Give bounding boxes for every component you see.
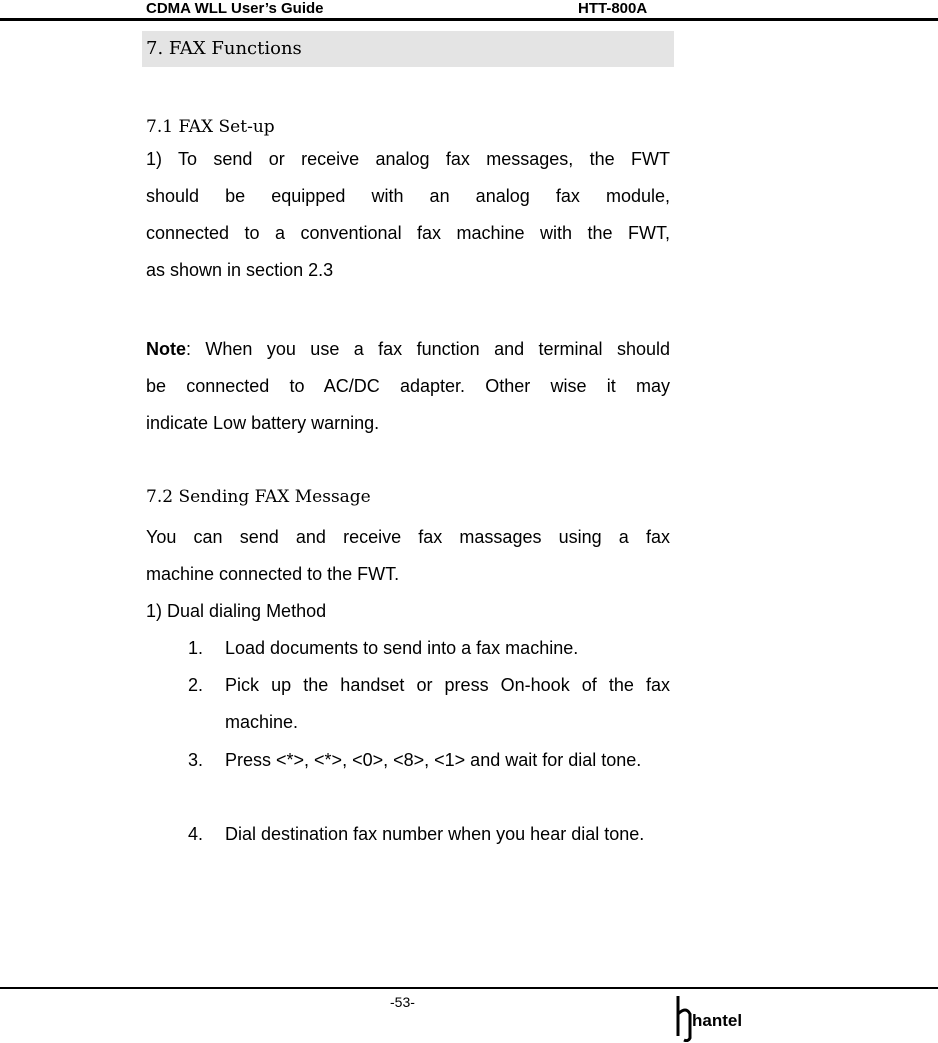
section-title-fax-setup: 7.1 FAX Set-up [146, 117, 275, 137]
paragraph-line: connected to a conventional fax machine with the FWT, [146, 223, 670, 243]
note-line: be connected to AC/DC adapter. Other wise it may [146, 376, 670, 396]
model-name: HTT-800A [578, 0, 648, 17]
header-divider [0, 18, 938, 21]
page-number: -53- [390, 994, 415, 1010]
note-line: indicate Low battery warning. [146, 413, 380, 433]
list-item-text: Pick up the handset or press On-hook of the fax machine. [225, 675, 670, 732]
method-title: 1) Dual dialing Method [146, 601, 327, 621]
list-item-text: Press <*>, <*>, <0>, <8>, <1> and wait for dial tone. [225, 750, 642, 770]
chapter-heading-bar [142, 31, 674, 67]
list-item-number: 4. [188, 824, 204, 844]
note-paragraph [146, 331, 670, 442]
paragraph-line: 1) To send or receive analog fax messages, the FWT [146, 149, 670, 169]
list-item-number: 1. [188, 638, 204, 658]
list-item [188, 630, 670, 667]
section-title-sending-fax: 7.2 Sending FAX Message [146, 487, 371, 507]
list-item-number: 2. [188, 675, 204, 695]
sending-intro-paragraph [146, 519, 670, 593]
paragraph-line: as shown in section 2.3 [146, 260, 334, 280]
hantel-logo-icon [672, 992, 744, 1042]
list-item-number: 3. [188, 750, 204, 770]
list-item [188, 816, 670, 853]
list-item [188, 667, 670, 741]
list-item-text: Load documents to send into a fax machine. [225, 638, 579, 658]
paragraph-line: You can send and receive fax massages using a fax [146, 527, 670, 547]
footer-divider [0, 987, 938, 989]
chapter-title: 7. FAX Functions [146, 38, 302, 59]
note-text: : When you use a fax function and terminal should [186, 339, 670, 359]
guide-title: CDMA WLL User’s Guide [146, 0, 324, 17]
paragraph-line: machine connected to the FWT. [146, 564, 400, 584]
list-item-text: Dial destination fax number when you hear dial tone. [225, 824, 645, 844]
note-label: Note [146, 339, 186, 359]
setup-paragraph [146, 141, 670, 289]
logo-wordmark: hantel [692, 1011, 743, 1030]
list-item [188, 742, 670, 779]
note-line [146, 331, 670, 368]
paragraph-line: should be equipped with an analog fax module, [146, 186, 670, 206]
